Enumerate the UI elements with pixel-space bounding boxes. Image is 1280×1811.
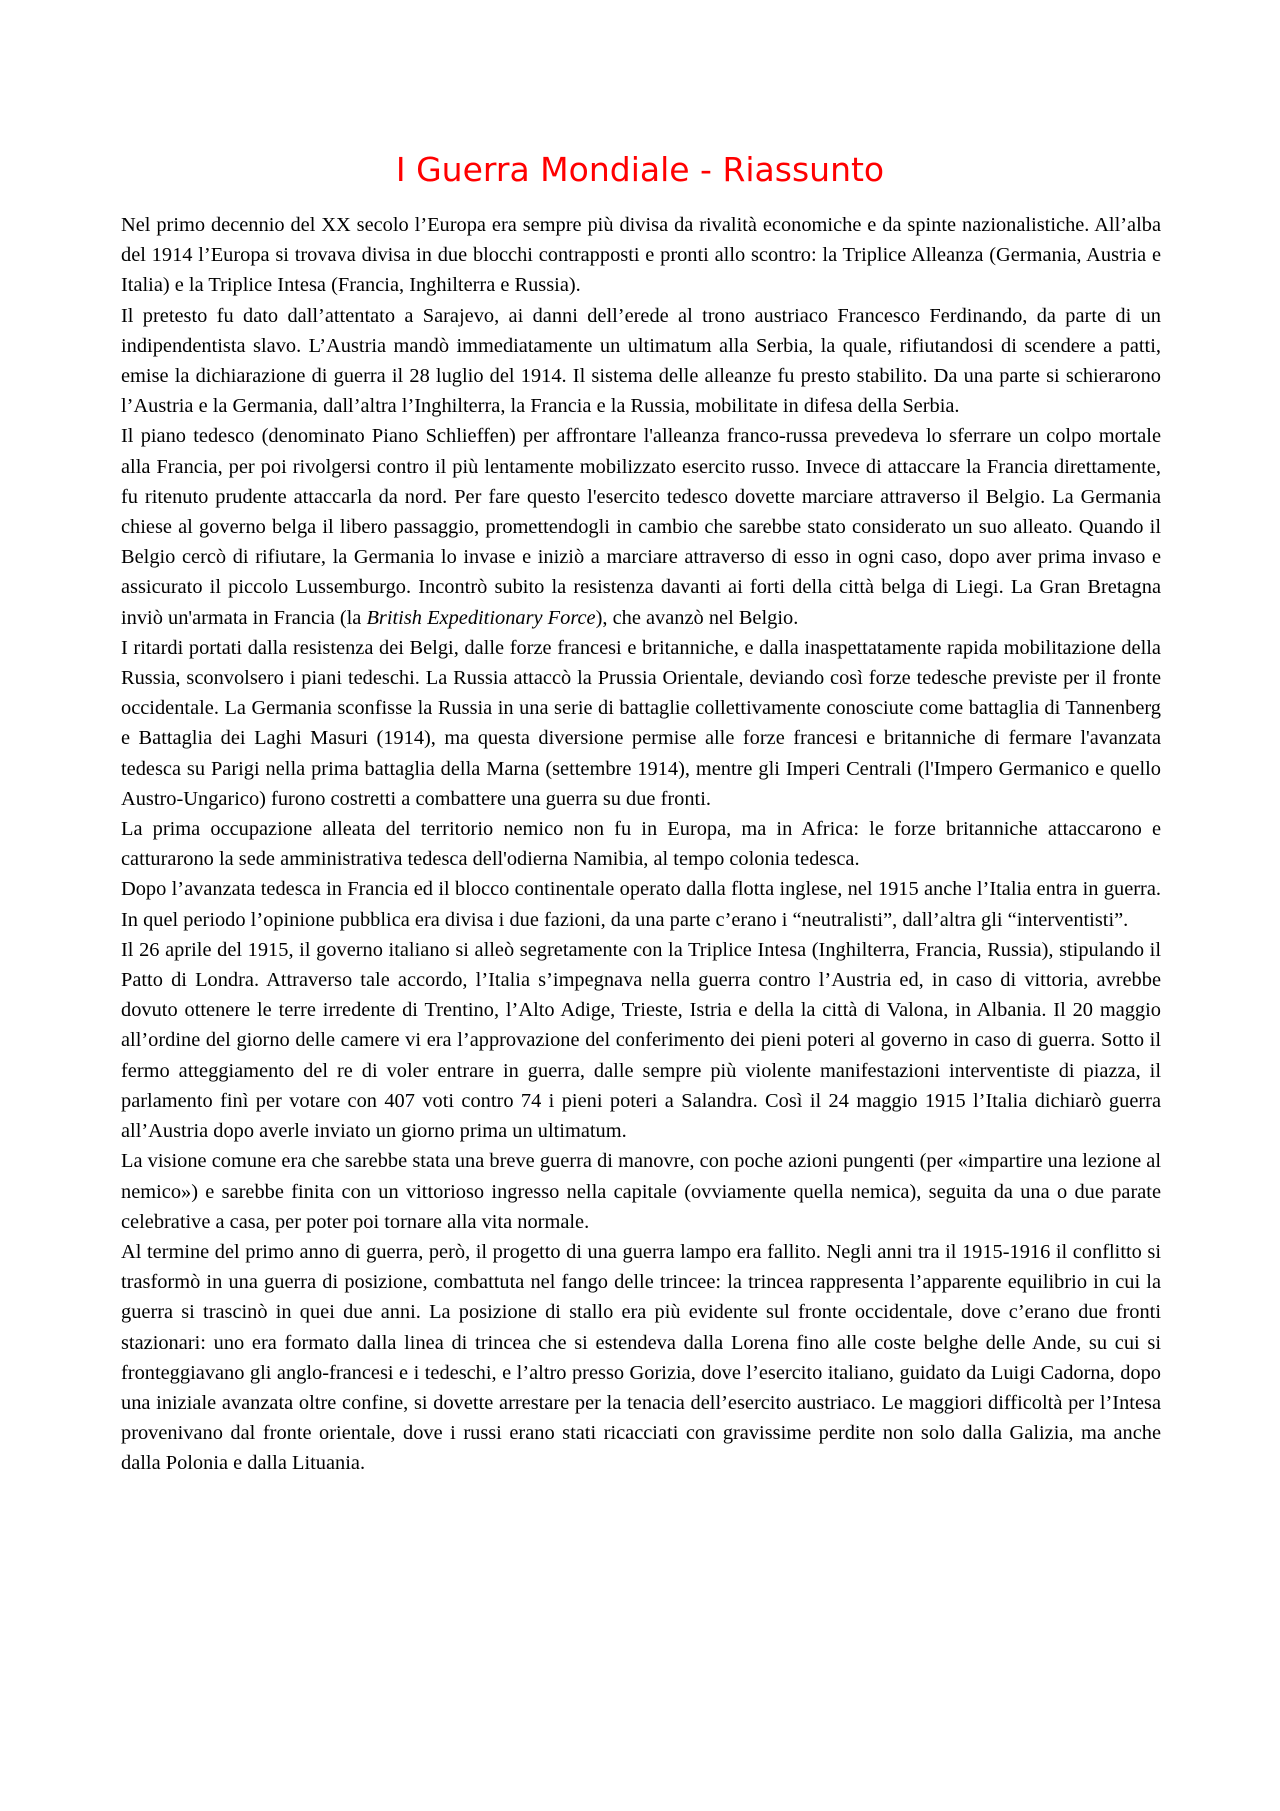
- paragraph-8: La visione comune era che sarebbe stata una breve guerra di manovre, con poche azioni pungenti (per «impartire una lezione al nemico») e sarebbe finita con un vittorioso ingresso nella capitale (ovviamente quella nemica), seguita da una o due parate celebrative a casa, per poter poi tornare alla vita normale.: [121, 1150, 1161, 1233]
- paragraph-3-text-before: Il piano tedesco (denominato Piano Schlieffen) per affrontare l'alleanza franco-russa prevedeva lo sferrare un colpo mortale alla Francia, per poi rivolgersi contro il più lentamente mobilizzato esercito russo. Invece di attaccare la Francia direttamente, fu ritenuto prudente attaccarla da nord. Per fare questo l'esercito tedesco dovette marciare attraverso il Belgio. La Germania chiese al governo belga il libero passaggio, promettendogli in cambio che sarebbe stato considerato un suo alleato. Quando il Belgio cercò di rifiutare, la Germania lo invase e iniziò a marciare attraverso di esso in ogni caso, dopo aver prima invaso e assicurato il piccolo Lussemburgo. Incontrò subito la resistenza davanti ai forti della città belga di Liegi. La Gran Bretagna inviò un'armata in Francia (la: [121, 425, 1161, 629]
- paragraph-3-emphasis: British Expeditionary Force: [366, 606, 596, 629]
- paragraph-2: Il pretesto fu dato dall’attentato a Sarajevo, ai danni dell’erede al trono austriaco Francesco Ferdinando, da parte di un indipendentista slavo. L’Austria mandò immediatamente un ultimatum alla Serbia, la quale, rifiutandosi di scendere a patti, emise la dichiarazione di guerra il 28 luglio del 1914. Il sistema delle alleanze fu presto stabilito. Da una parte si schierarono l’Austria e la Germania, dall’altra l’Inghilterra, la Francia e la Russia, mobilitate in difesa della Serbia.: [121, 304, 1161, 418]
- paragraph-3-text-after: ), che avanzò nel Belgio.: [595, 606, 799, 629]
- paragraph-5: La prima occupazione alleata del territorio nemico non fu in Europa, ma in Africa: le forze britanniche attaccarono e catturarono la sede amministrativa tedesca dell'odierna Namibia, al tempo colonia tedesca.: [121, 818, 1161, 871]
- document-body: [121, 210, 1161, 1479]
- paragraph-1: Nel primo decennio del XX secolo l’Europa era sempre più divisa da rivalità economiche e da spinte nazionalistiche. All’alba del 1914 l’Europa si trovava divisa in due blocchi contrapposti e pronti allo scontro: la Triplice Alleanza (Germania, Austria e Italia) e la Triplice Intesa (Francia, Inghilterra e Russia).: [121, 214, 1161, 297]
- paragraph-3: [121, 421, 1161, 632]
- document-title: I Guerra Mondiale - Riassunto: [395, 150, 885, 189]
- paragraph-4: I ritardi portati dalla resistenza dei Belgi, dalle forze francesi e britanniche, e dalla inaspettatamente rapida mobilitazione della Russia, sconvolsero i piani tedeschi. La Russia attaccò la Prussia Orientale, deviando così forze tedesche previste per il fronte occidentale. La Germania sconfisse la Russia in una serie di battaglie collettivamente conosciute come battaglia di Tannenberg e Battaglia dei Laghi Masuri (1914), ma questa diversione permise alle forze francesi e britanniche di fermare l'avanzata tedesca su Parigi nella prima battaglia della Marna (settembre 1914), mentre gli Imperi Centrali (l'Impero Germanico e quello Austro-Ungarico) furono costretti a combattere una guerra su due fronti.: [121, 636, 1161, 810]
- paragraph-7: Il 26 aprile del 1915, il governo italiano si alleò segretamente con la Triplice Intesa (Inghilterra, Francia, Russia), stipulando il Patto di Londra. Attraverso tale accordo, l’Italia s’impegnava nella guerra contro l’Austria ed, in caso di vittoria, avrebbe dovuto ottenere le terre irredente di Trentino, l’Alto Adige, Trieste, Istria e della la città di Valona, in Albania. Il 20 maggio all’ordine del giorno delle camere vi era l’approvazione del conferimento dei pieni poteri al governo in caso di guerra. Sotto il fermo atteggiamento del re di voler entrare in guerra, dalle sempre più violente manifestazioni interventiste di piazza, il parlamento finì per votare con 407 voti contro 74 i pieni poteri a Salandra. Così il 24 maggio 1915 l’Italia dichiarò guerra all’Austria dopo averle inviato un giorno prima un ultimatum.: [121, 938, 1161, 1143]
- paragraph-6: Dopo l’avanzata tedesca in Francia ed il blocco continentale operato dalla flotta inglese, nel 1915 anche l’Italia entra in guerra. In quel periodo l’opinione pubblica era divisa i due fazioni, da una parte c’erano i “neutralisti”, dall’altra gli “interventisti”.: [121, 878, 1161, 931]
- paragraph-9: Al termine del primo anno di guerra, però, il progetto di una guerra lampo era fallito. Negli anni tra il 1915-1916 il conflitto si trasformò in una guerra di posizione, combattuta nel fango delle trincee: la trincea rappresenta l’apparente equilibrio in cui la guerra si trascinò in quei due anni. La posizione di stallo era più evidente sul fronte occidentale, dove c’erano due fronti stazionari: uno era formato dalla linea di trincea che si estendeva dalla Lorena fino alle coste belghe delle Ande, su cui si fronteggiavano gli anglo-francesi e i tedeschi, e l’altro presso Gorizia, dove l’esercito italiano, guidato da Luigi Cadorna, dopo una iniziale avanzata oltre confine, si dovette arrestare per la tenacia dell’esercito austriaco. Le maggiori difficoltà per l’Intesa provenivano dal fronte orientale, dove i russi erano stati ricacciati con gravissime perdite non solo dalla Galizia, ma anche dalla Polonia e dalla Lituania.: [121, 1240, 1161, 1475]
